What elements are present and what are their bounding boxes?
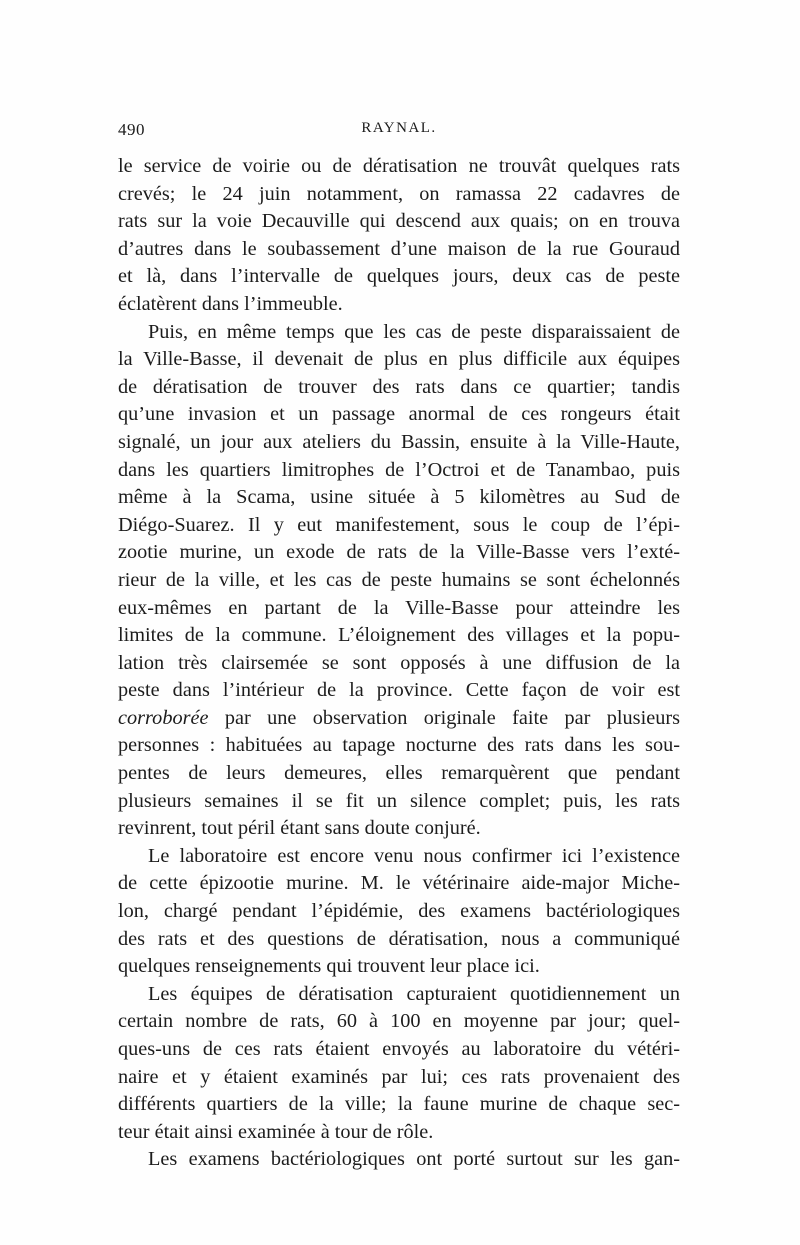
- text-line: [118, 981, 680, 1009]
- line-text: Les équipes de dératisation capturaient quotidiennement un: [148, 982, 680, 1005]
- line-text: Puis, en même temps que les cas de peste disparaissaient de: [148, 320, 680, 343]
- text-line: [118, 457, 680, 485]
- line-text: par une observation originale faite par plusieurs: [208, 706, 680, 729]
- text-line: [118, 319, 680, 347]
- line-text: Diégo-Suarez. Il y eut manifestement, sous le coup de l’épi-: [118, 513, 680, 536]
- text-line: [118, 181, 680, 209]
- line-text: lation très clairsemée se sont opposés à une diffusion de la: [118, 651, 680, 674]
- text-line: [118, 1036, 680, 1064]
- text-line: [118, 815, 680, 843]
- text-line: [118, 898, 680, 926]
- text-line: [118, 291, 680, 319]
- line-text: la Ville-Basse, il devenait de plus en plus difficile aux équipes: [118, 348, 680, 371]
- line-text: eux-mêmes en partant de la Ville-Basse pour atteindre les: [118, 596, 680, 619]
- text-line: [118, 870, 680, 898]
- text-line: [118, 263, 680, 291]
- text-line: [118, 236, 680, 264]
- text-line: [118, 1146, 680, 1174]
- text-line: [118, 1008, 680, 1036]
- line-text: ques-uns de ces rats étaient envoyés au laboratoire du vétéri-: [118, 1038, 680, 1060]
- line-text: de dératisation de trouver des rats dans ce quartier; tandis: [118, 375, 680, 398]
- line-text: le service de voirie ou de dératisation ne trouvât quelques rats: [118, 155, 680, 177]
- line-text: personnes : habituées au tapage nocturne des rats dans les sou-: [118, 734, 680, 757]
- line-text: Le laboratoire est encore venu nous confirmer ici l’existence: [148, 844, 680, 867]
- text-line: [118, 374, 680, 402]
- text-line: [118, 346, 680, 374]
- line-text: d’autres dans le soubassement d’une maison de la rue Gouraud: [118, 237, 680, 260]
- text-line: [118, 512, 680, 540]
- line-text: lon, chargé pendant l’épidémie, des examens bactériologiques: [118, 900, 680, 923]
- text-line: [118, 539, 680, 567]
- line-text: des rats et des questions de dératisation, nous a communiqué: [118, 927, 680, 950]
- line-text: éclatèrent dans l’immeuble.: [118, 292, 343, 315]
- text-line: [118, 705, 680, 733]
- line-text: certain nombre de rats, 60 à 100 en moyenne par jour; quel-: [118, 1010, 680, 1033]
- page-number: 490: [118, 120, 145, 139]
- line-text: de cette épizootie murine. M. le vétérinaire aide-major Miche-: [118, 872, 680, 895]
- text-line: [118, 1091, 680, 1119]
- line-text: Les examens bactériologiques ont porté surtout sur les gan-: [148, 1148, 680, 1171]
- text-line: [118, 650, 680, 678]
- text-line: [118, 843, 680, 871]
- body-text: [118, 153, 680, 1174]
- line-text: revinrent, tout péril étant sans doute conjuré.: [118, 817, 481, 840]
- text-line: [118, 1119, 680, 1147]
- line-text: dans les quartiers limitrophes de l’Octroi et de Tanambao, puis: [118, 458, 680, 481]
- line-text: crevés; le 24 juin notamment, on ramassa 22 cadavres de: [118, 182, 680, 205]
- text-line: [118, 484, 680, 512]
- page-header: [118, 120, 680, 146]
- line-text: et là, dans l’intervalle de quelques jours, deux cas de peste: [118, 265, 680, 288]
- line-text: plusieurs semaines il se fit un silence complet; puis, les rats: [118, 789, 680, 812]
- text-line: [118, 401, 680, 429]
- line-text: peste dans l’intérieur de la province. Cette façon de voir est: [118, 679, 680, 702]
- text-line: [118, 595, 680, 623]
- line-text: signalé, un jour aux ateliers du Bassin, ensuite à la Ville-Haute,: [118, 430, 680, 453]
- text-line: [118, 622, 680, 650]
- line-text: même à la Scama, usine située à 5 kilomètres au Sud de: [118, 486, 680, 509]
- line-text: zootie murine, un exode de rats de la Ville-Basse vers l’exté-: [118, 541, 680, 564]
- line-text: pentes de leurs demeures, elles remarquèrent que pendant: [118, 762, 680, 785]
- line-text: limites de la commune. L’éloignement des villages et la popu-: [118, 624, 680, 647]
- line-text: différents quartiers de la ville; la faune murine de chaque sec-: [118, 1093, 680, 1116]
- running-head: RAYNAL.: [361, 120, 437, 136]
- line-text: naire et y étaient examinés par lui; ces rats provenaient des: [118, 1065, 680, 1088]
- text-line: [118, 429, 680, 457]
- italic-word: corroborée: [118, 706, 209, 729]
- text-line: [118, 732, 680, 760]
- line-text: quelques renseignements qui trouvent leur place ici.: [118, 955, 540, 978]
- text-line: [118, 953, 680, 981]
- text-line: [118, 1064, 680, 1092]
- line-text: qu’une invasion et un passage anormal de ces rongeurs était: [118, 403, 680, 426]
- line-text: rieur de la ville, et les cas de peste humains se sont échelonnés: [118, 568, 680, 591]
- text-line: [118, 788, 680, 816]
- text-line: [118, 677, 680, 705]
- text-line: [118, 153, 680, 181]
- text-line: [118, 760, 680, 788]
- text-line: [118, 567, 680, 595]
- text-line: [118, 926, 680, 954]
- line-text: teur était ainsi examinée à tour de rôle.: [118, 1120, 434, 1143]
- line-text: rats sur la voie Decauville qui descend aux quais; on en trouva: [118, 210, 680, 233]
- text-line: [118, 208, 680, 236]
